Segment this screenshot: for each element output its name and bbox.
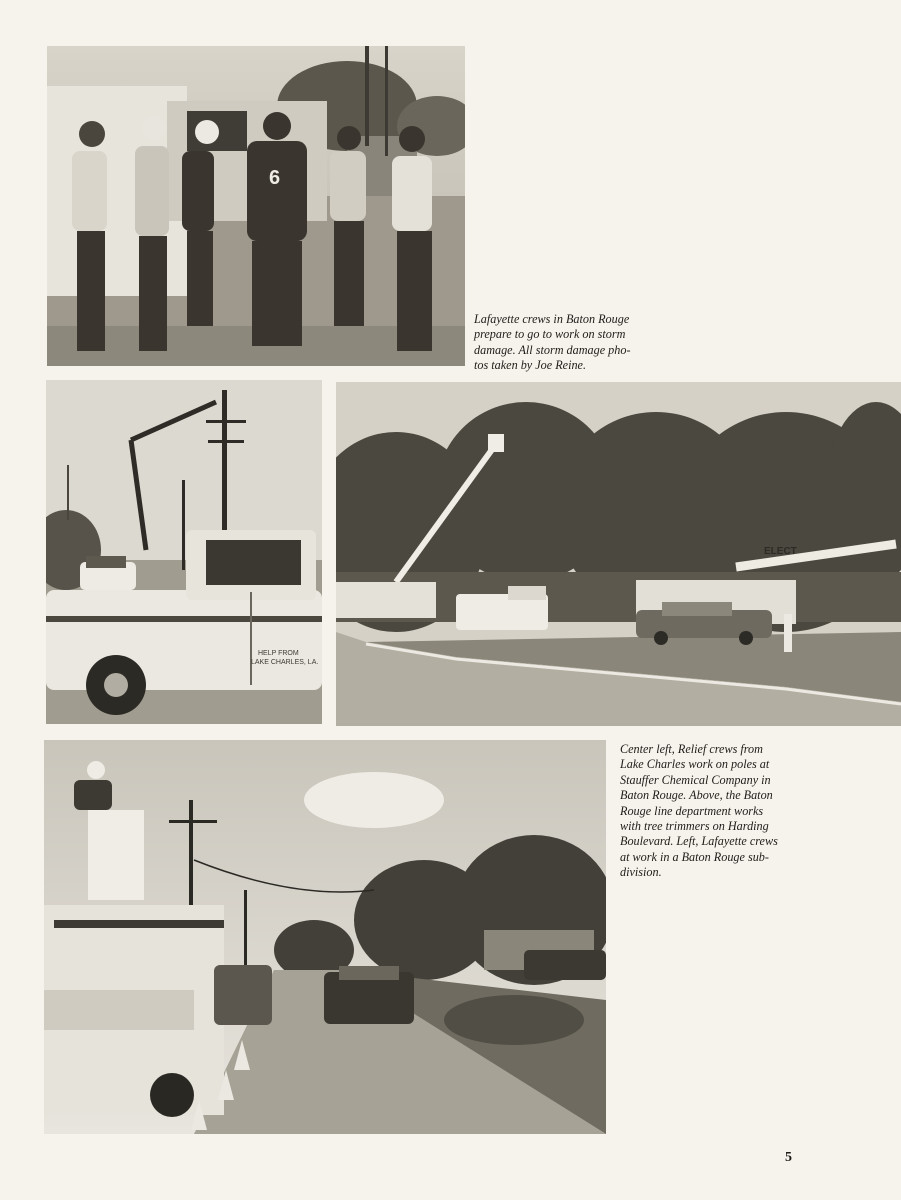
caption-bottom: Center left, Relief crews from Lake Charles work on poles at Stauffer Chemical Company in Baton Rouge. Above, the Baton Rouge line department works with tree trimmers on Harding Boulevard. Left, Lafayette crews at work in a Baton Rouge sub- division. [620, 742, 778, 880]
photo-subdivision-street [44, 740, 606, 1134]
page-number: 5 [785, 1150, 792, 1165]
photo-lake-charles-truck-image [46, 380, 322, 724]
crane-boom-text: ELECT [764, 546, 797, 557]
photo-lafayette-crews-image [47, 46, 465, 366]
photo-harding-boulevard-image [336, 382, 901, 726]
truck-door-text-line1: HELP FROM [258, 650, 299, 657]
photo-harding-boulevard [336, 382, 901, 726]
photo-lafayette-crews [47, 46, 465, 366]
jersey-number: 6 [269, 167, 281, 189]
photo-subdivision-street-image [44, 740, 606, 1134]
caption-top: Lafayette crews in Baton Rouge prepare to go to work on storm damage. All storm damage pho- tos taken by Joe Reine. [474, 312, 631, 373]
truck-door-text-line2: LAKE CHARLES, LA. [251, 659, 319, 666]
photo-lake-charles-truck [46, 380, 322, 724]
